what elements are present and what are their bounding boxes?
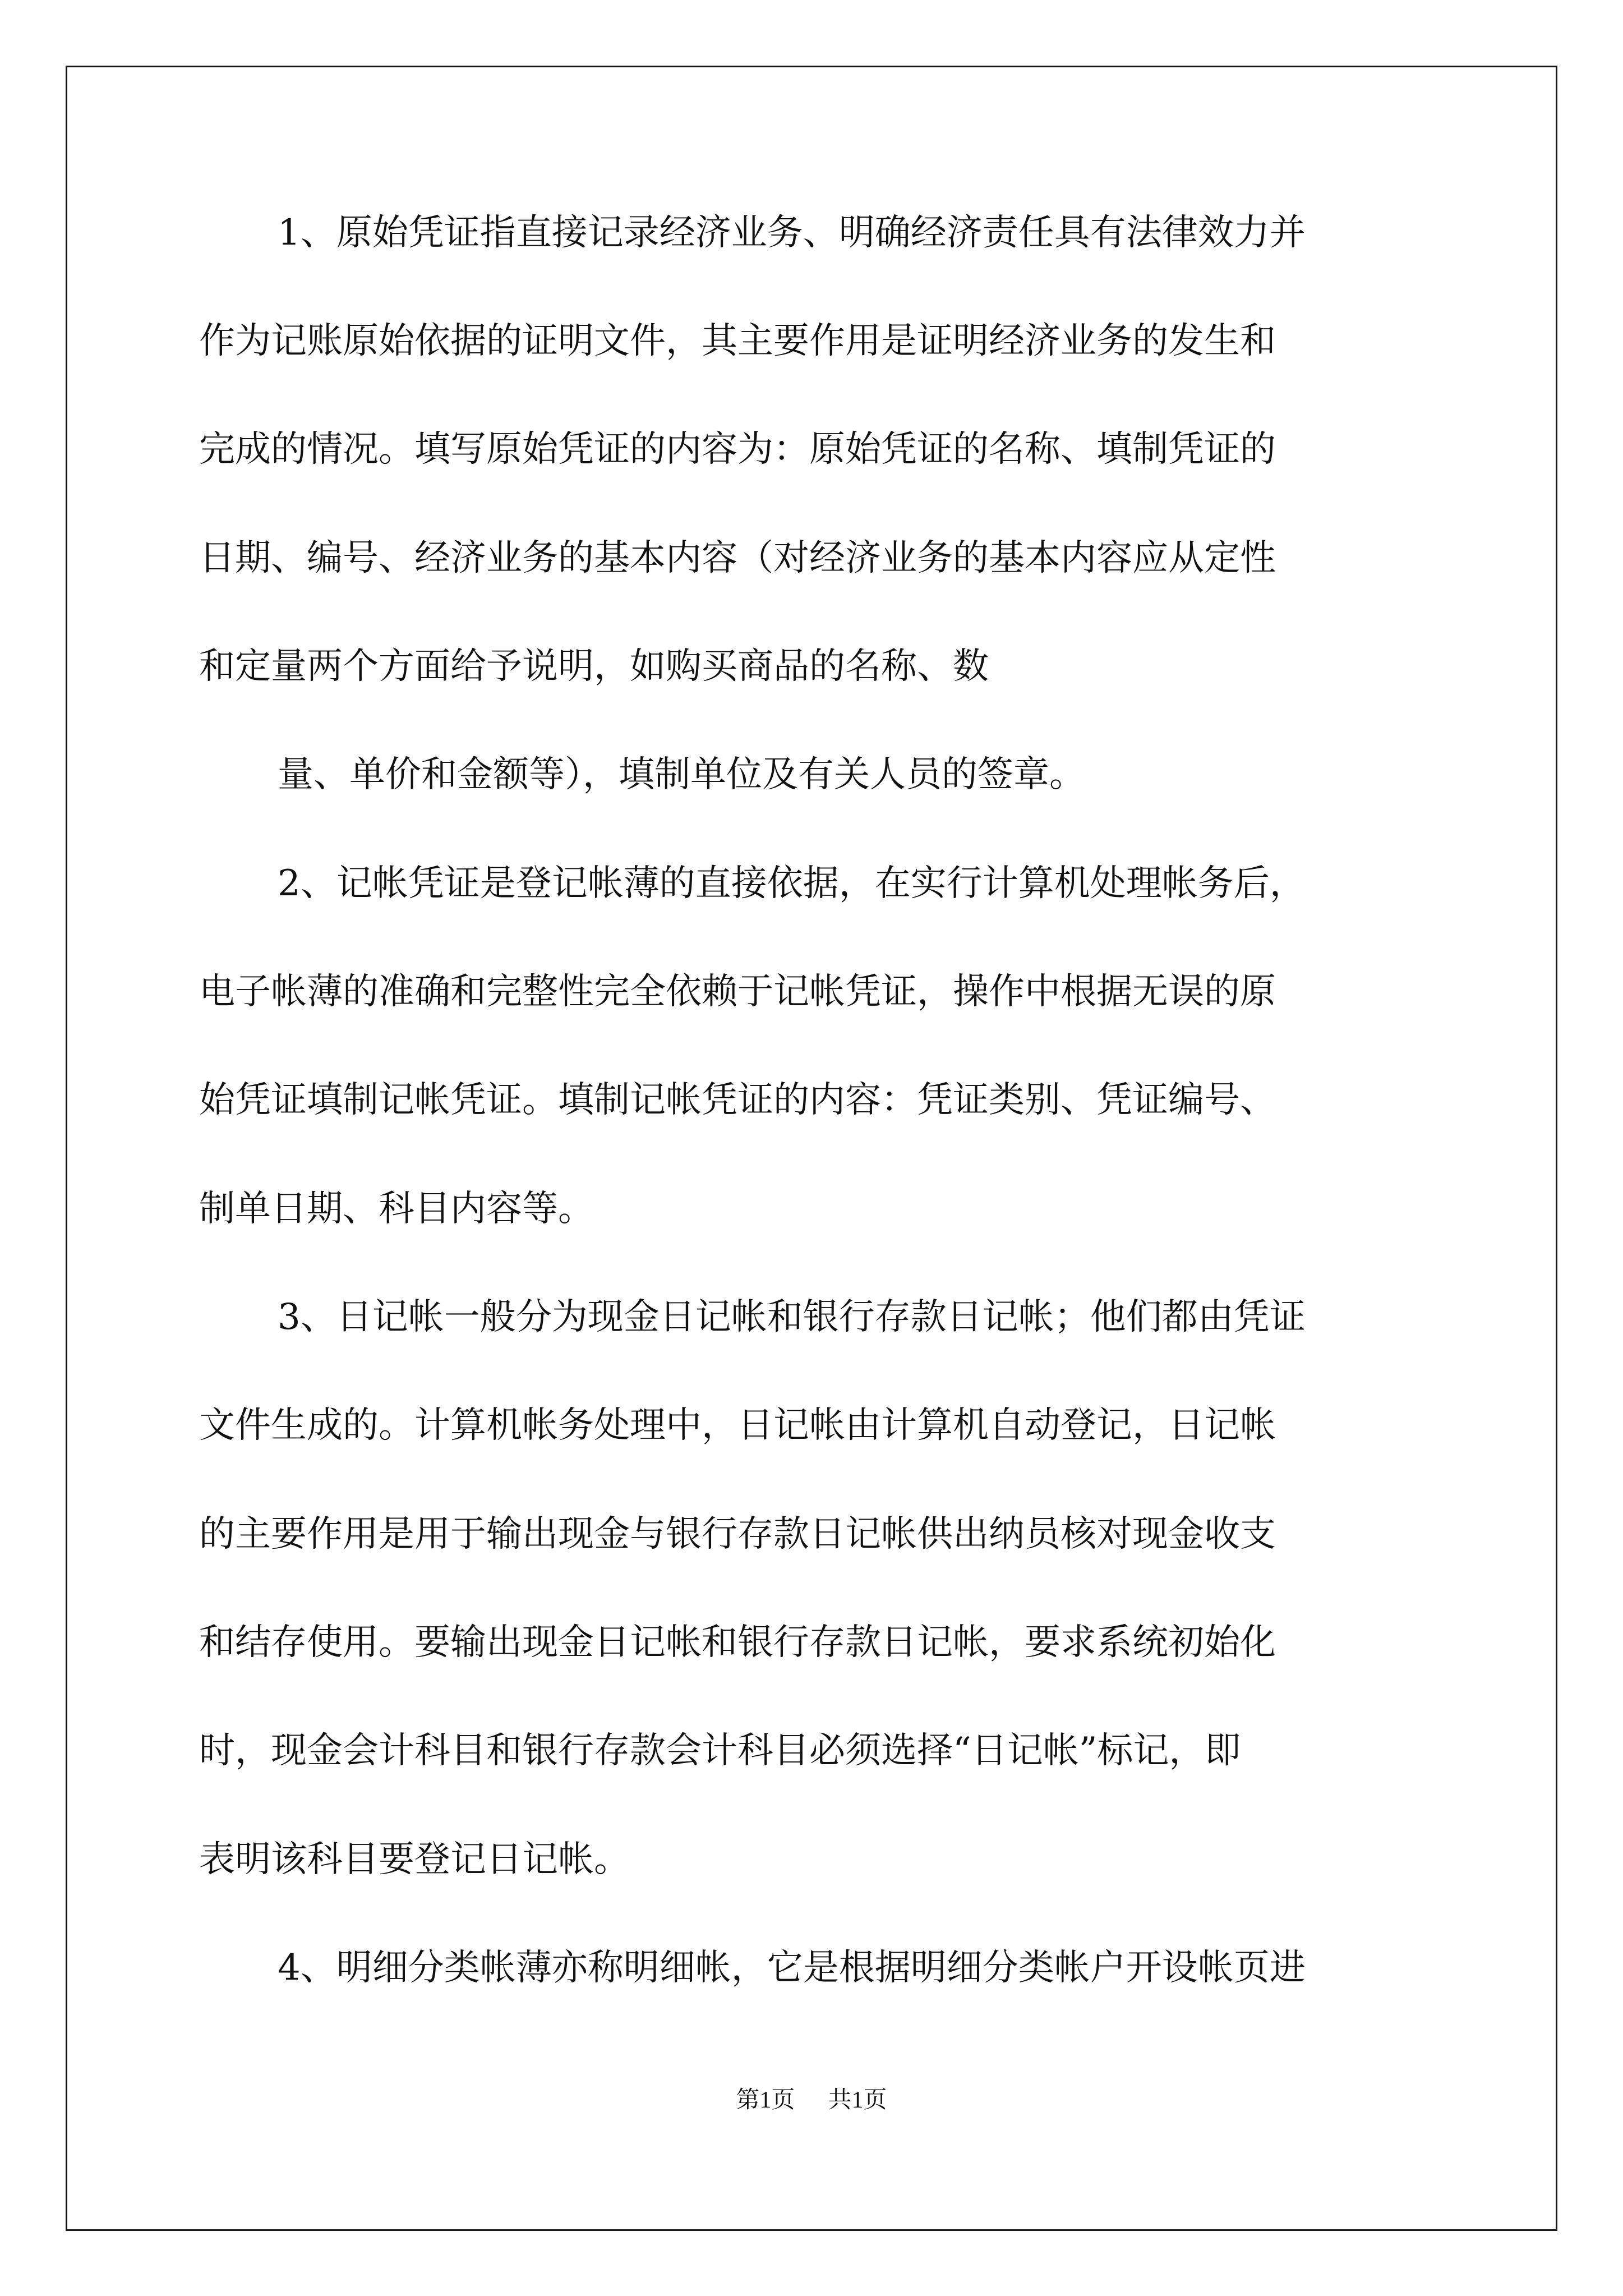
paragraph-3-line-6: 表明该科目要登记日记帐。 [199,1839,630,1880]
paragraph-1-line-3: 完成的情况。填写原始凭证的内容为：原始凭证的名称、填制凭证的 [199,429,1276,470]
paragraph-3-line-4: 和结存使用。要输出现金日记帐和银行存款日记帐，要求系统初始化 [199,1622,1276,1663]
paragraph-4-line-1: 4、明细分类帐薄亦称明细帐，它是根据明细分类帐户开设帐页进 [278,1947,1306,1989]
paragraph-2-line-2: 电子帐薄的准确和完整性完全依赖于记帐凭证，操作中根据无误的原 [199,971,1276,1013]
paragraph-3-line-3: 的主要作用是用于输出现金与银行存款日记帐供出纳员核对现金收支 [199,1513,1276,1555]
paragraph-3-line-2: 文件生成的。计算机帐务处理中，日记帐由计算机自动登记，日记帐 [199,1405,1276,1446]
page-footer [0,2081,1623,2115]
paragraph-3-line-1: 3、日记帐一般分为现金日记帐和银行存款日记帐；他们都由凭证 [278,1296,1306,1338]
paragraph-2-line-1: 2、记帐凭证是登记帐薄的直接依据，在实行计算机处理帐务后， [278,863,1306,904]
page-number: 第1页 [736,2087,795,2113]
paragraph-2-line-4: 制单日期、科目内容等。 [199,1188,594,1230]
paragraph-1-line-4: 日期、编号、经济业务的基本内容（对经济业务的基本内容应从定性 [199,537,1276,579]
page-total: 共1页 [828,2087,887,2113]
page-border [66,66,1557,2231]
paragraph-1-line-5: 和定量两个方面给予说明，如购买商品的名称、数 [199,646,989,687]
paragraph-1-line-6: 量、单价和金额等），填制单位及有关人员的签章。 [278,754,1085,795]
paragraph-3-line-5: 时，现金会计科目和银行存款会计科目必须选择“日记帐”标记，即 [199,1730,1241,1772]
paragraph-1-line-1: 1、原始凭证指直接记录经济业务、明确经济责任具有法律效力并 [278,212,1306,254]
paragraph-1-line-2: 作为记账原始依据的证明文件，其主要作用是证明经济业务的发生和 [199,320,1276,362]
paragraph-2-line-3: 始凭证填制记帐凭证。填制记帐凭证的内容：凭证类别、凭证编号、 [199,1079,1276,1121]
